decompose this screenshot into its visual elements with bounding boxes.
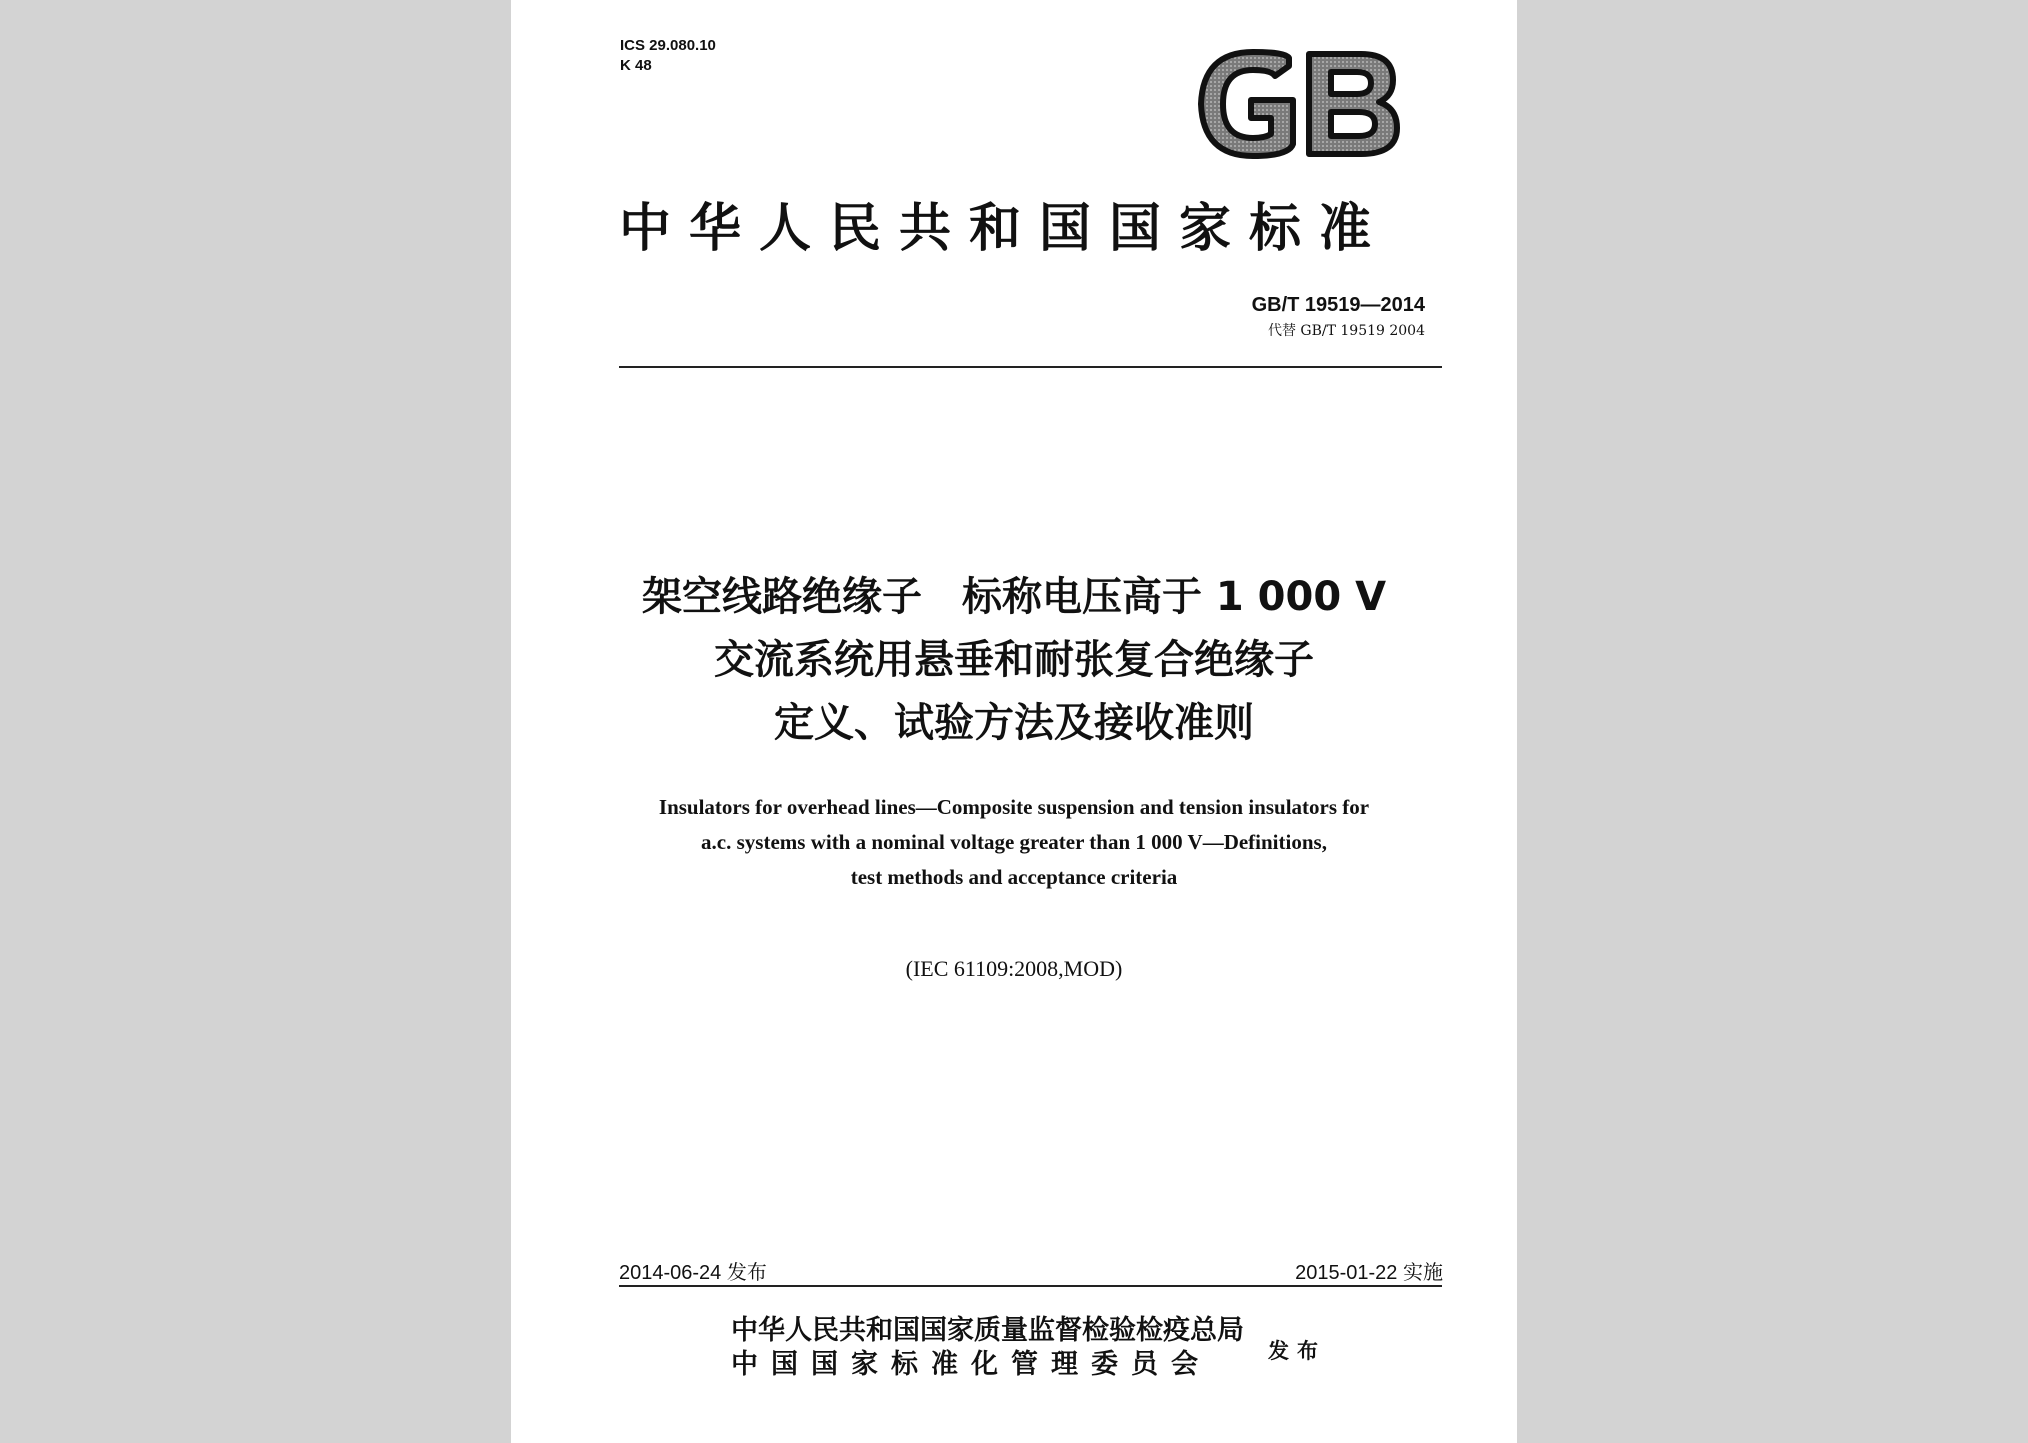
- english-title: [511, 790, 1517, 895]
- iec-reference: (IEC 61109:2008,MOD): [905, 956, 1123, 981]
- chinese-title-line: 架空线路绝缘子 标称电压高于 1 000 V: [641, 574, 1387, 620]
- ics-code: ICS 29.080.10: [620, 37, 716, 54]
- english-title-line: Insulators for overhead lines—Composite suspension and tension insulators for: [658, 795, 1370, 819]
- chinese-title-line: 定义、试验方法及接收准则: [774, 700, 1254, 746]
- publish-label: 发布: [1268, 1338, 1326, 1363]
- standard-type-heading: 中华人民共和国国家标准: [619, 198, 1390, 259]
- issuer-line: 中华人民共和国国家质量监督检验检疫总局: [731, 1315, 1244, 1346]
- footer-divider: [619, 1285, 1442, 1287]
- issue-date: 2014-06-24 发布: [619, 1262, 767, 1284]
- chinese-title-line: 交流系统用悬垂和耐张复合绝缘子: [714, 637, 1314, 683]
- replaces-standard: 代替 GB/T 19519 2004: [1267, 323, 1425, 339]
- gb-standard-logo: [1193, 48, 1405, 160]
- effective-date: 2015-01-22 实施: [1295, 1262, 1443, 1284]
- issuing-authorities: [731, 1314, 1244, 1382]
- english-title-line: a.c. systems with a nominal voltage greater than 1 000 V—Definitions,: [701, 830, 1327, 854]
- header-divider: [619, 366, 1442, 368]
- chinese-title: [511, 566, 1517, 755]
- standard-number: GB/T 19519—2014: [1251, 294, 1425, 316]
- english-title-line: test methods and acceptance criteria: [850, 865, 1178, 889]
- category-code: K 48: [620, 57, 652, 74]
- document-cover-page: [511, 0, 1517, 1443]
- gb-logo-icon: [1193, 48, 1405, 160]
- classification-codes: [620, 36, 716, 76]
- issuer-line: 中国国家标准化管理委员会: [731, 1349, 1211, 1380]
